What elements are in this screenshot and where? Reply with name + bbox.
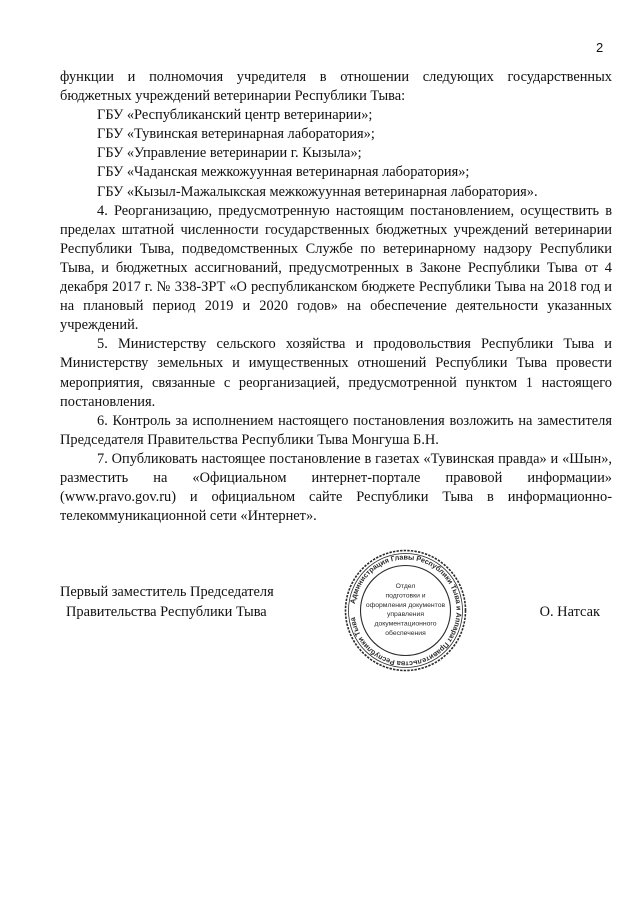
signer-title [60, 583, 274, 622]
paragraph-clause-7: 7. Опубликовать настоящее постановление в газетах «Тувинская правда» и «Шын», разместить на «Официальном интернет-портале правовой информации» (www.pravo.gov.ru) и официальном сайте Республики Тыва в информационно-телекоммуникационной сети «Интернет». [60, 450, 612, 525]
list-item-institution: ГБУ «Кызыл-Мажалыкская межкожуунная ветеринарная лаборатория». [97, 183, 538, 200]
signature-block [60, 583, 612, 653]
seal-inner-text-line: оформления документов [365, 601, 446, 609]
seal-inner-text-line: обеспечения [385, 630, 426, 637]
document-body [60, 68, 612, 526]
seal-inner-text-line: Отдел [395, 583, 416, 590]
list-item-institution: ГБУ «Тувинская ветеринарная лаборатория»; [97, 126, 375, 143]
seal-inner-text-line: управления [386, 611, 425, 619]
paragraph-clause-4: 4. Реорганизацию, предусмотренную настоящим постановлением, осуществить в пределах штатной численности государственных бюджетных учреждений ветеринарии Республики Тыва, подведомственных Службе по ветеринарному надзору Республики Тыва, и бюджетных ассигнований, предусмотренных в Законе Республики Тыва от 4 декабря 2017 г. № 338-ЗРТ «О республиканском бюджете Республики Тыва на 2018 год и на плановый период 2019 и 2020 годов» на обеспечение деятельности указанных учреждений. [60, 202, 612, 334]
paragraph-intro: функции и полномочия учредителя в отношении следующих государственных бюджетных учреждений ветеринарии Республики Тыва: [60, 69, 612, 105]
list-item-institution: ГБУ «Управление ветеринарии г. Кызыла»; [97, 145, 362, 162]
paragraph-clause-6: 6. Контроль за исполнением настоящего постановления возложить на заместителя Председателя Правительства Республики Тыва Монгуша Б.Н. [60, 412, 612, 448]
seal-ring-text: Администрация Главы Республики Тыва и Аппарат Правительства Республики Тыва [347, 552, 464, 669]
list-item-institution: ГБУ «Чаданская межкожуунная ветеринарная лаборатория»; [97, 164, 470, 181]
list-item-institution: ГБУ «Республиканский центр ветеринарии»; [97, 107, 373, 124]
page-number: 2 [596, 40, 604, 55]
paragraph-clause-5: 5. Министерству сельского хозяйства и продовольствия Республики Тыва и Министерству земельных и имущественных отношений Республики Тыва провести мероприятия, связанные с реорганизацией, предусмотренной пунктом 1 настоящего постановления. [60, 336, 612, 410]
signer-title-line-2: Правительства Республики Тыва [66, 603, 267, 620]
signer-title-line-1: Первый заместитель Председателя [60, 584, 274, 600]
signer-name: О. Натсак [539, 604, 600, 620]
seal-inner-text-line: документационного [374, 620, 437, 628]
seal-inner-text-line: подготовки и [385, 592, 426, 600]
